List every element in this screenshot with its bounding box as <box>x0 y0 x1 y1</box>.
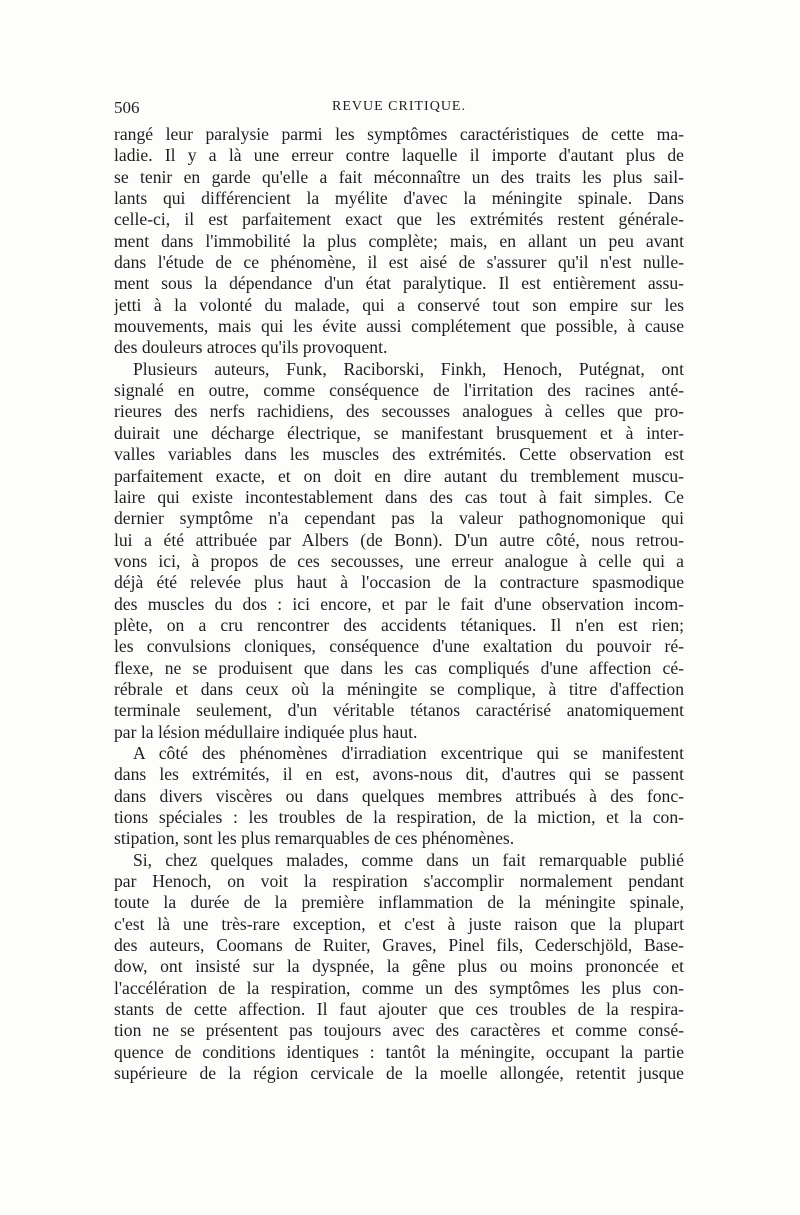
text-line: dernier symptôme n'a cependant pas la valeur pathognomonique qui <box>114 508 684 529</box>
page-number: 506 <box>114 98 140 117</box>
text-line: laire qui existe incontestablement dans des cas tout à fait simples. Ce <box>114 486 684 507</box>
text-line: supérieure de la région cervicale de la moelle allongée, retentit jusque <box>114 1063 684 1084</box>
text-line: vons ici, à propos de ces secousses, une erreur analogue à celle qui a <box>114 550 684 571</box>
text-line: stipation, sont les plus remarquables de ces phénomènes. <box>114 828 515 849</box>
text-line: valles variables dans les muscles des extrémités. Cette observation est <box>114 444 684 465</box>
text-line: lants qui différencient la myélite d'avec la méningite spinale. Dans <box>114 188 684 209</box>
text-line: c'est là une très-rare exception, et c'est à juste raison que la plupart <box>114 913 684 934</box>
text-line: dans les extrémités, il en est, avons-nous dit, d'autres qui se passent <box>114 764 684 785</box>
text-line: parfaitement exacte, et on doit en dire autant du tremblement muscu- <box>114 465 684 486</box>
text-line: des douleurs atroces qu'ils provoquent. <box>114 337 388 358</box>
text-line: toute la durée de la première inflammation de la méningite spinale, <box>114 892 684 913</box>
text-line: signalé en outre, comme conséquence de l'irritation des racines anté- <box>114 380 684 401</box>
text-line: dans divers viscères ou dans quelques membres attribués à des fonc- <box>114 785 684 806</box>
paragraph-start: Si, chez quelques malades, comme dans un fait remarquable publié <box>133 849 684 870</box>
text-line: lui a été attribuée par Albers (de Bonn). D'un autre côté, nous retrou- <box>114 529 684 550</box>
body-text <box>114 124 684 1084</box>
text-line: jetti à la volonté du malade, qui a conservé tout son empire sur les <box>114 294 684 315</box>
text-line: des muscles du dos : ici encore, et par le fait d'une observation incom- <box>114 593 684 614</box>
paragraph-start: A côté des phénomènes d'irradiation excentrique qui se manifestent <box>133 742 684 763</box>
running-title: REVUE CRITIQUE. <box>332 99 466 114</box>
text-line: rieures des nerfs rachidiens, des secousses analogues à celles que pro- <box>114 401 684 422</box>
text-line: ment dans l'immobilité la plus complète; mais, en allant un peu avant <box>114 230 684 251</box>
text-line: ladie. Il y a là une erreur contre laquelle il importe d'autant plus de <box>114 145 684 166</box>
paragraph-start: Plusieurs auteurs, Funk, Raciborski, Finkh, Henoch, Putégnat, ont <box>133 358 684 379</box>
text-line: quence de conditions identiques : tantôt la méningite, occupant la partie <box>114 1041 684 1062</box>
text-line: duirait une décharge électrique, se manifestant brusquement et à inter- <box>114 422 684 443</box>
text-line: terminale seulement, d'un véritable tétanos caractérisé anatomiquement <box>114 700 684 721</box>
text-line: l'accélération de la respiration, comme un des symptômes les plus con- <box>114 977 684 998</box>
text-line: des auteurs, Coomans de Ruiter, Graves, Pinel fils, Cederschjöld, Base- <box>114 935 684 956</box>
text-line: plète, on a cru rencontrer des accidents tétaniques. Il n'en est rien; <box>114 614 684 635</box>
text-line: dow, ont insisté sur la dyspnée, la gêne plus ou moins prononcée et <box>114 956 684 977</box>
text-line: celle-ci, il est parfaitement exact que les extrémités restent générale- <box>114 209 684 230</box>
text-line: par Henoch, on voit la respiration s'accomplir normalement pendant <box>114 871 684 892</box>
text-line: rangé leur paralysie parmi les symptômes caractéristiques de cette ma- <box>114 124 684 144</box>
text-line: tions spéciales : les troubles de la respiration, de la miction, et la con- <box>114 807 684 827</box>
text-line: tion ne se présentent pas toujours avec des caractères et comme consé- <box>114 1020 684 1041</box>
text-line: rébrale et dans ceux où la méningite se complique, à titre d'affection <box>114 678 684 699</box>
text-line: se tenir en garde qu'elle a fait méconnaître un des traits les plus sail- <box>114 166 684 187</box>
text-line: par la lésion médullaire indiquée plus haut. <box>114 721 418 742</box>
text-line: dans l'étude de ce phénomène, il est aisé de s'assurer qu'il n'est nulle- <box>114 252 684 273</box>
text-line: ment sous la dépendance d'un état paralytique. Il est entièrement assu- <box>114 273 684 294</box>
text-line: les convulsions cloniques, conséquence d'une exaltation du pouvoir ré- <box>114 636 684 657</box>
text-line: flexe, ne se produisent que dans les cas compliqués d'une affection cé- <box>114 657 684 678</box>
text-line: mouvements, mais qui les évite aussi complétement que possible, à cause <box>114 316 684 337</box>
text-line: stants de cette affection. Il faut ajouter que ces troubles de la respira- <box>114 999 684 1020</box>
page-header <box>114 98 684 122</box>
text-line: déjà été relevée plus haut à l'occasion de la contracture spasmodique <box>114 572 684 593</box>
